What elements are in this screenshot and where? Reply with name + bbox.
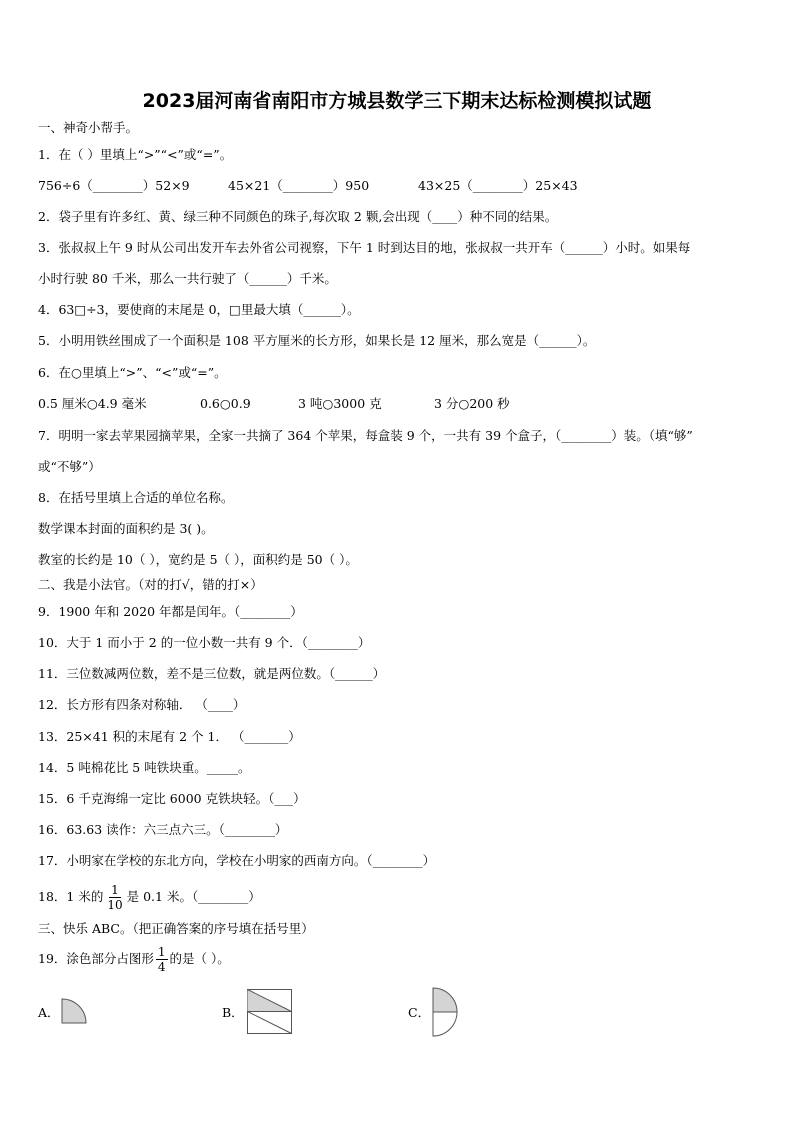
option-b-divided-rectangle <box>247 989 293 1035</box>
question-10: 10．大于 1 而小于 2 的一位小数一共有 9 个．（________） <box>38 635 371 650</box>
question-2: 2．袋子里有许多红、黄、绿三种不同颜色的珠子,每次取 2 颗,会出现（____）种不同的结果。 <box>38 209 558 224</box>
option-a-quarter-circle <box>62 999 88 1025</box>
q6-item-3: 3 吨○3000 克 <box>298 396 382 411</box>
q18-suffix: 是 0.1 米。（________） <box>126 889 261 904</box>
q18-prefix: 18．1 米的 <box>38 889 104 904</box>
option-c-label: C． <box>408 1005 431 1020</box>
q19-prefix: 19．涂色部分占图形 <box>38 951 154 966</box>
option-c-half-circle <box>432 987 460 1037</box>
question-8-line-a: 数学课本封面的面积约是 3( )。 <box>38 521 214 536</box>
q18-numerator: 1 <box>111 883 119 897</box>
question-15: 15．6 千克海绵一定比 6000 克铁块轻。（___） <box>38 791 306 806</box>
question-1: 1．在（ ）里填上“>”“<”或“=”。 <box>38 147 233 162</box>
question-12: 12．长方形有四条对称轴． （____） <box>38 697 246 712</box>
q18-denominator: 10 <box>107 898 123 912</box>
q6-item-4: 3 分○200 秒 <box>434 396 510 411</box>
section-heading-3: 三、快乐 ABC。（把正确答案的序号填在括号里） <box>38 921 314 936</box>
question-4: 4．63□÷3，要使商的末尾是 0，□里最大填（______）。 <box>38 302 360 317</box>
question-14: 14．5 吨棉花比 5 吨铁块重。_____。 <box>38 760 251 775</box>
q1-item-1: 756÷6（________）52×9 <box>38 178 190 193</box>
q19-fraction <box>156 945 168 974</box>
question-3-line-2: 小时行驶 80 千米，那么一共行驶了（______）千米。 <box>38 271 337 286</box>
question-5: 5．小明用铁丝围成了一个面积是 108 平方厘米的长方形，如果长是 12 厘米，那么宽是（______）。 <box>38 333 596 348</box>
q18-fraction <box>105 883 124 912</box>
section-heading-1: 一、神奇小帮手。 <box>38 120 139 135</box>
q1-item-3: 43×25（________）25×43 <box>418 178 578 193</box>
question-19 <box>38 943 230 975</box>
question-3-line-1: 3．张叔叔上午 9 时从公司出发开车去外省公司视察，下午 1 时到达目的地，张叔叔一共开车（______）小时。如果每 <box>38 240 691 255</box>
question-16: 16．63.63 读作：六三点六三。（________） <box>38 822 288 837</box>
q19-denominator: 4 <box>157 960 166 974</box>
option-a-label: A． <box>38 1005 60 1020</box>
question-7-line-2: 或“不够”） <box>38 459 101 474</box>
q6-item-1: 0.5 厘米○4.9 毫米 <box>38 396 147 411</box>
section-heading-2: 二、我是小法官。（对的打√，错的打×） <box>38 577 263 592</box>
option-b-label: B． <box>222 1005 244 1020</box>
question-8-line-b: 教室的长约是 10（ ），宽约是 5（ ），面积约是 50（ ）。 <box>38 552 358 567</box>
question-9: 9．1900 年和 2020 年都是闰年。（________） <box>38 604 303 619</box>
question-8: 8．在括号里填上合适的单位名称。 <box>38 490 234 505</box>
question-13: 13．25×41 积的末尾有 2 个 1． （_______） <box>38 729 301 744</box>
q1-item-2: 45×21（________）950 <box>228 178 370 193</box>
q19-suffix: 的是（ ）。 <box>169 951 230 966</box>
question-17: 17．小明家在学校的东北方向，学校在小明家的西南方向。（________） <box>38 853 436 868</box>
question-18 <box>38 881 261 913</box>
question-11: 11．三位数减两位数，差不是三位数，就是两位数。（______） <box>38 666 386 681</box>
question-7-line-1: 7．明明一家去苹果园摘苹果，全家一共摘了 364 个苹果，每盒装 9 个，一共有 39 个盒子，（________）装。（填“够” <box>38 428 693 443</box>
question-6: 6．在○里填上“>”、“<”或“=”。 <box>38 365 227 380</box>
page-title: 2023届河南省南阳市方城县数学三下期末达标检测模拟试题 <box>142 90 652 112</box>
q19-numerator: 1 <box>157 945 166 959</box>
q6-item-2: 0.6○0.9 <box>200 396 251 411</box>
